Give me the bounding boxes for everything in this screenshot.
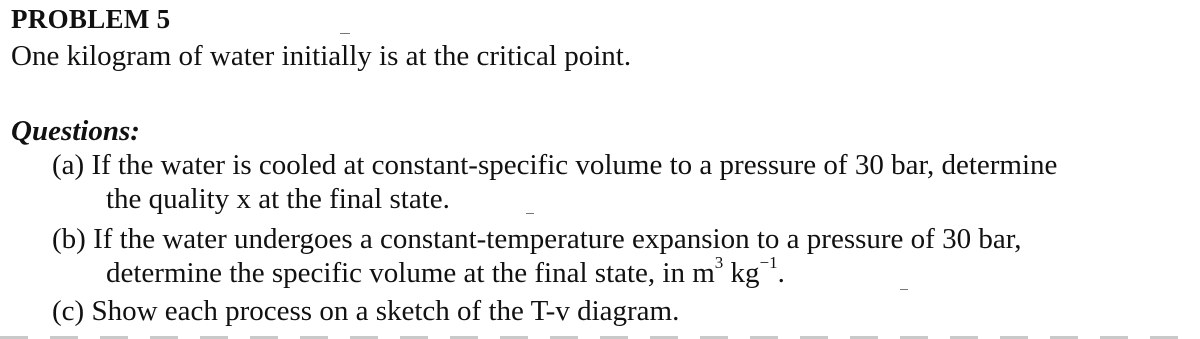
question-b-line-1 [52,222,1021,256]
question-a-label: (a) [52,149,85,181]
question-b-label: (b) [52,223,86,255]
question-a-line-1 [52,148,1057,182]
questions-title: Questions: [11,115,140,147]
unit-kg-exponent: −1 [759,253,778,273]
question-a-line-2: the quality x at the final state. [106,183,450,215]
scan-mark [340,33,350,34]
question-b-line-2 [106,253,785,290]
question-c-text: Show each process on a sketch of the T-v diagram. [91,295,680,327]
problem-statement: One kilogram of water initially is at the critical point. [11,40,632,72]
question-b-text-2: determine the specific volume at the final state, in m [106,257,715,289]
unit-kg: kg [723,257,760,289]
question-c-line [52,294,679,328]
question-a-text-1: If the water is cooled at constant-specific volume to a pressure of 30 bar, determine [91,149,1058,181]
question-b-period: . [777,257,785,289]
question-b-text-1: If the water undergoes a constant-temperature expansion to a pressure of 30 bar, [93,223,1022,255]
scan-mark [900,289,908,290]
unit-m-exponent: 3 [714,253,724,273]
question-c-label: (c) [52,295,85,327]
scan-mark [526,213,534,214]
problem-heading: PROBLEM 5 [11,4,171,34]
